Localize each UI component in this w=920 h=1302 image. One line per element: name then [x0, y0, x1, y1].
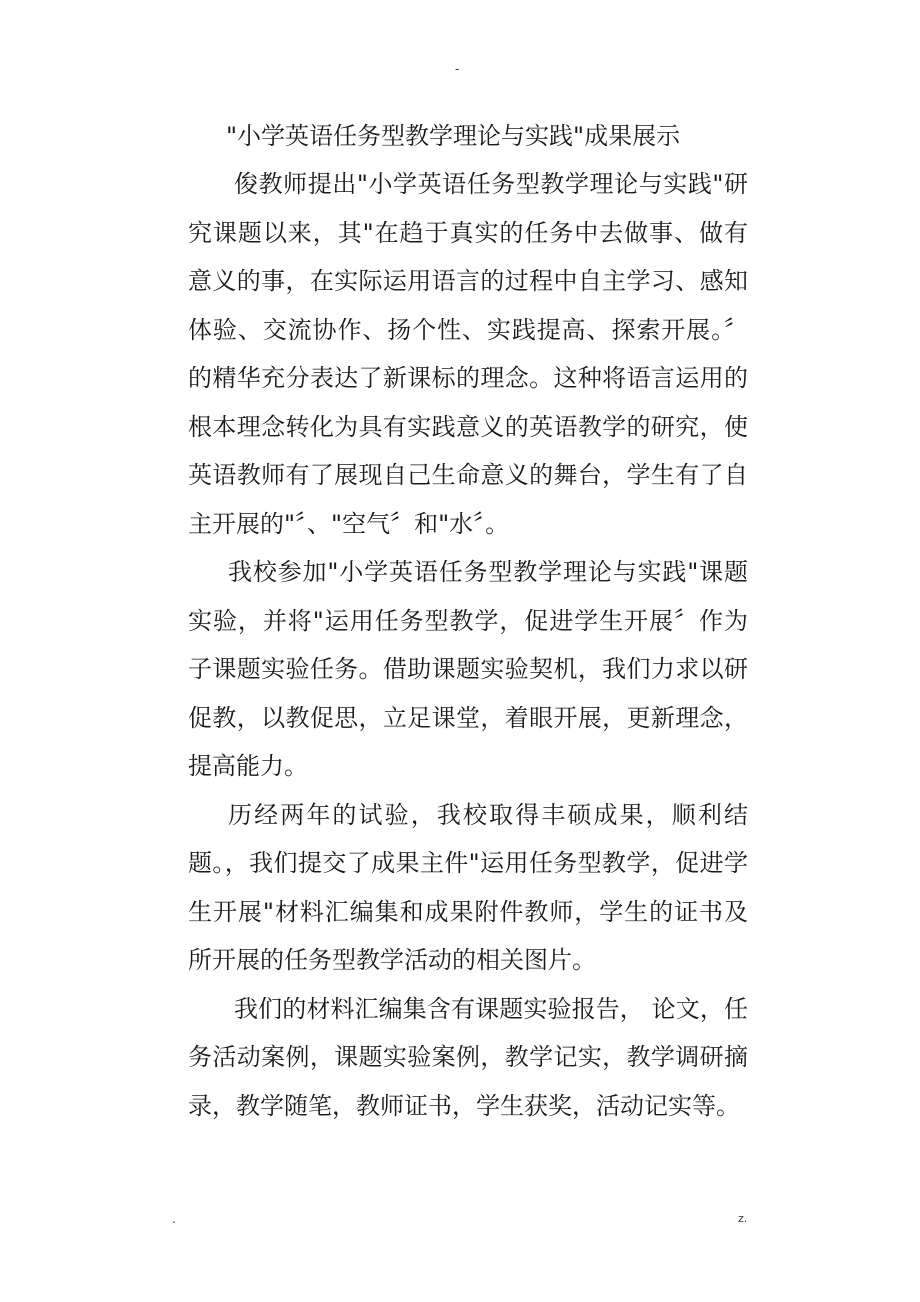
paragraph-3: 历经两年的试验，我校取得丰硕成果，顺利结题。，我们提交了成果主件"运用任务型教学，促进学生开展"材料汇编集和成果附件教师，学生的证书及所开展的任务型教学活动的相关图片。	[188, 800, 748, 974]
paragraph-2: 我校参加"小学英语任务型教学理论与实践"课题实验，并将"运用任务型教学，促进学生开展〞作为子课题实验任务。借助课题实验契机，我们力求以研促教，以教促思，立足课堂，着眼开展，更新理念，提高能力。	[188, 558, 748, 780]
document-body	[188, 160, 748, 1130]
header-mark: -	[455, 62, 460, 76]
document-title: "小学英语任务型教学理论与实践"成果展示	[226, 122, 681, 150]
footer-left-mark: .	[172, 1212, 176, 1226]
paragraph-4: 我们的材料汇编集含有课题实验报告， 论文，任务活动案例，课题实验案例，教学记实，教学调研摘录，教学随笔，教师证书，学生获奖，活动记实等。	[188, 994, 748, 1120]
footer-right-mark: z.	[738, 1212, 748, 1225]
paragraph-1: 俊教师提出"小学英语任务型教学理论与实践"研究课题以来，其"在趋于真实的任务中去做事、做有意义的事，在实际运用语言的过程中自主学习、感知体验、交流协作、扬个性、实践提高、探索开展。〞 的精华充分表达了新课标的理念。这种将语言运用的根本理念转化为具有实践意义的英语教学的研究，使英语教师有了展现自己生命意义的舞台，学生有了自主开展的"〞、"空气〞和"水〞。	[188, 170, 748, 538]
